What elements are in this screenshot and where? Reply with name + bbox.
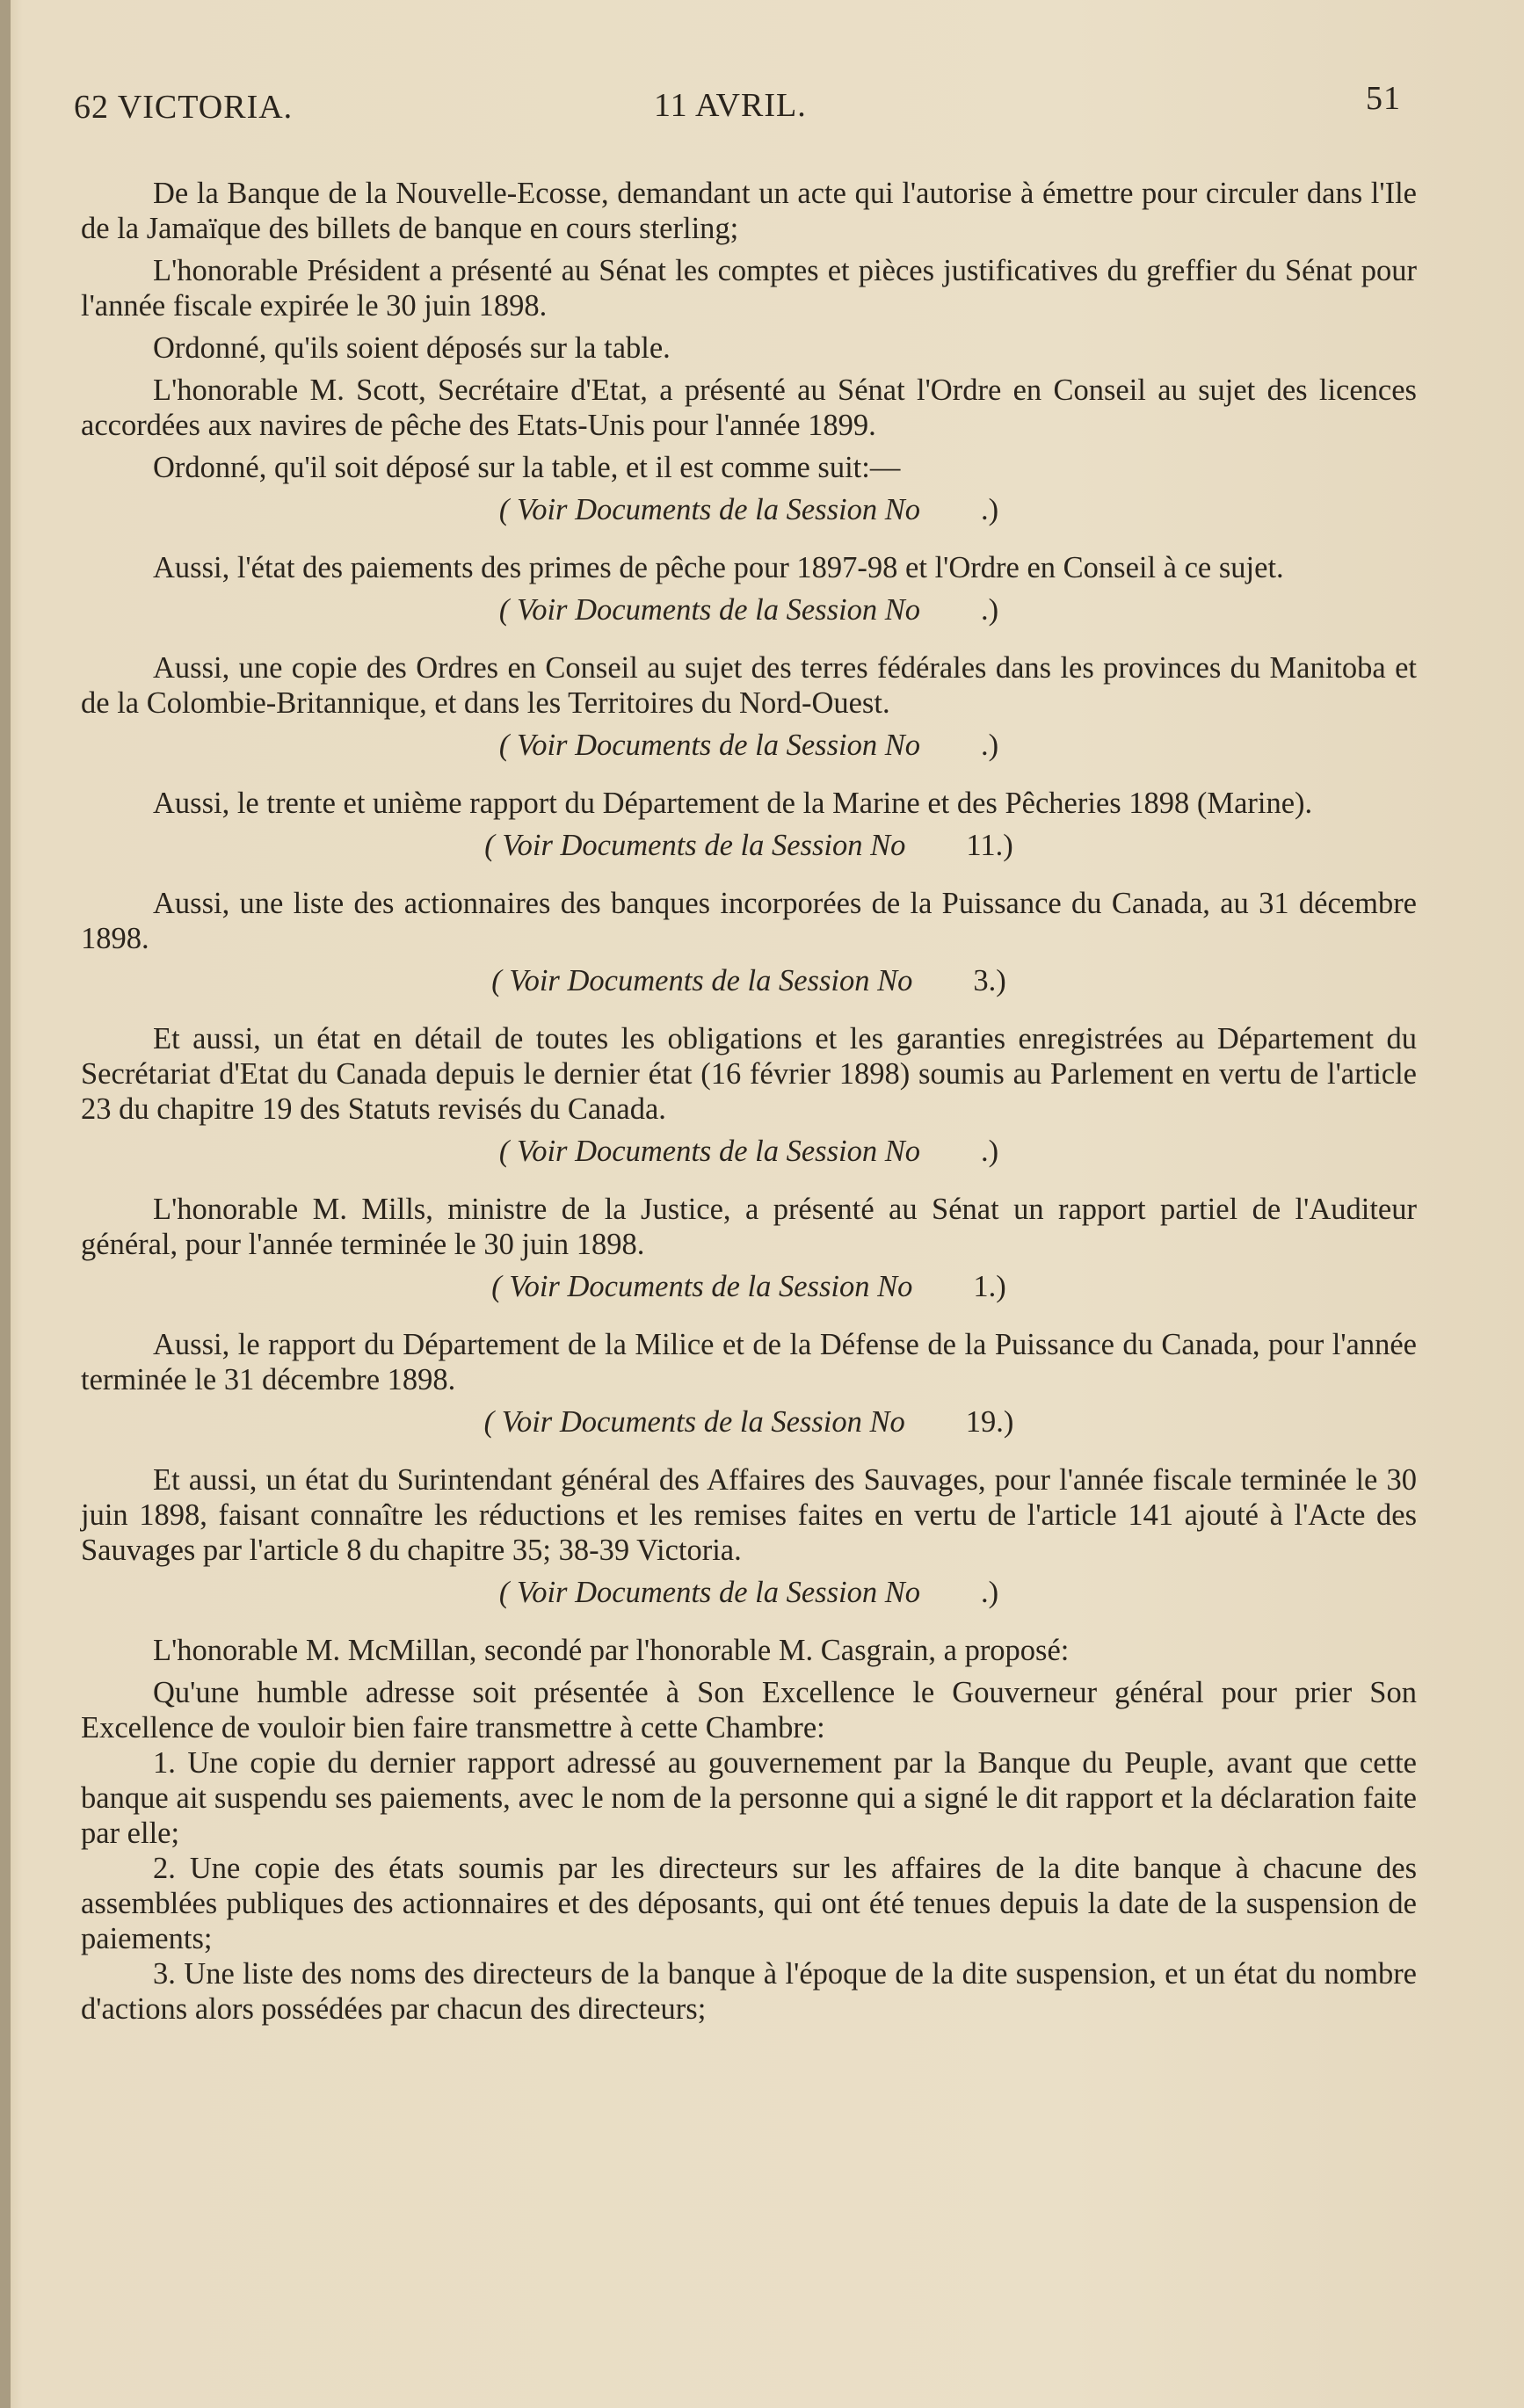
page-header xyxy=(74,79,1410,132)
reference-text: ( Voir Documents de la Session No xyxy=(491,964,913,997)
reference-text: ( Voir Documents de la Session No xyxy=(498,1135,920,1168)
paragraph: Aussi, le trente et unième rapport du Département de la Marine et des Pêcheries 1898 (Marine). xyxy=(153,787,1313,820)
session-document-reference xyxy=(81,1575,1417,1610)
reference-number: .) xyxy=(981,493,999,526)
reference-text: ( Voir Documents de la Session No xyxy=(484,829,906,862)
reference-number: 19.) xyxy=(965,1405,1014,1439)
session-document-reference xyxy=(81,1134,1417,1169)
reference-text: ( Voir Documents de la Session No xyxy=(498,729,920,762)
motion-item: 2. Une copie des états soumis par les directeurs sur les affaires de la dite banque à chacune des assemblées publiques des actionnaires et des déposants, qui ont été tenues depuis la date de la suspension de paiements; xyxy=(81,1852,1417,1955)
paragraph: Aussi, une copie des Ordres en Conseil au sujet des terres fédérales dans les provinces du Manitoba et de la Colombie-Britannique, et dans les Territoires du Nord-Ouest. xyxy=(81,651,1417,720)
reference-text: ( Voir Documents de la Session No xyxy=(491,1270,913,1303)
session-document-reference xyxy=(81,1269,1417,1304)
reference-number: .) xyxy=(981,1135,999,1168)
motion-item: Qu'une humble adresse soit présentée à Son Excellence le Gouverneur général pour prier Son Excellence de vouloir bien faire transmettre à cette Chambre: xyxy=(81,1676,1417,1744)
session-document-reference xyxy=(81,592,1417,627)
paragraph: Et aussi, un état du Surintendant général des Affaires des Sauvages, pour l'année fiscale terminée le 30 juin 1898, faisant connaître les réductions et les remises faites en vertu de l'article 141 ajouté à l'Acte des Sauvages par l'article 8 du chapitre 35; 38-39 Victoria. xyxy=(81,1463,1417,1567)
paragraph: Ordonné, qu'il soit déposé sur la table, et il est comme suit:— xyxy=(153,451,901,484)
reference-number: 11.) xyxy=(966,829,1013,862)
document-body xyxy=(81,176,1417,2027)
paragraph: Ordonné, qu'ils soient déposés sur la table. xyxy=(153,331,671,365)
motion-item: 3. Une liste des noms des directeurs de la banque à l'époque de la dite suspension, et un état du nombre d'actions alors possédées par chacun des directeurs; xyxy=(81,1957,1417,2026)
reference-text: ( Voir Documents de la Session No xyxy=(498,493,920,526)
page-number: 51 xyxy=(1366,80,1401,117)
paragraph: Et aussi, un état en détail de toutes les obligations et les garanties enregistrées au Département du Secrétariat d'Etat du Canada depuis le dernier état (16 février 1898) soumis au Parlement en vertu de l'article 23 du chapitre 19 des Statuts revisés du Canada. xyxy=(81,1022,1417,1126)
session-document-reference xyxy=(81,728,1417,763)
header-left: 62 VICTORIA. xyxy=(74,89,294,126)
paragraph: De la Banque de la Nouvelle-Ecosse, demandant un acte qui l'autorise à émettre pour circuler dans l'Ile de la Jamaïque des billets de banque en cours sterling; xyxy=(81,177,1417,245)
reference-text: ( Voir Documents de la Session No xyxy=(498,1576,920,1609)
reference-number: .) xyxy=(981,729,999,762)
motion-item: 1. Une copie du dernier rapport adressé au gouvernement par la Banque du Peuple, avant que cette banque ait suspendu ses paiements, avec le nom de la personne qui a signé le dit rapport et la déclaration faite par elle; xyxy=(81,1746,1417,1850)
header-date: 11 AVRIL. xyxy=(654,87,807,124)
paragraph: Aussi, l'état des paiements des primes de pêche pour 1897-98 et l'Ordre en Conseil à ce sujet. xyxy=(153,551,1284,584)
session-document-reference xyxy=(81,963,1417,998)
page-gutter xyxy=(0,0,11,2408)
session-document-reference xyxy=(81,492,1417,527)
paragraph: L'honorable M. Scott, Secrétaire d'Etat, a présenté au Sénat l'Ordre en Conseil au sujet des licences accordées aux navires de pêche des Etats-Unis pour l'année 1899. xyxy=(81,374,1417,442)
reference-text: ( Voir Documents de la Session No xyxy=(498,593,920,627)
reference-number: .) xyxy=(981,1576,999,1609)
reference-number: 3.) xyxy=(973,964,1006,997)
paragraph: Aussi, une liste des actionnaires des banques incorporées de la Puissance du Canada, au 31 décembre 1898. xyxy=(81,887,1417,955)
session-document-reference xyxy=(81,1404,1417,1440)
reference-text: ( Voir Documents de la Session No xyxy=(483,1405,905,1439)
reference-number: 1.) xyxy=(973,1270,1006,1303)
paragraph: Aussi, le rapport du Département de la Milice et de la Défense de la Puissance du Canada, pour l'année terminée le 31 décembre 1898. xyxy=(81,1328,1417,1396)
paragraph: L'honorable Président a présenté au Sénat les comptes et pièces justificatives du greffier du Sénat pour l'année fiscale expirée le 30 juin 1898. xyxy=(81,254,1417,323)
reference-number: .) xyxy=(981,593,999,627)
paragraph: L'honorable M. Mills, ministre de la Justice, a présenté au Sénat un rapport partiel de l'Auditeur général, pour l'année terminée le 30 juin 1898. xyxy=(81,1193,1417,1261)
paragraph: L'honorable M. McMillan, secondé par l'honorable M. Casgrain, a proposé: xyxy=(153,1634,1070,1667)
session-document-reference xyxy=(81,828,1417,863)
